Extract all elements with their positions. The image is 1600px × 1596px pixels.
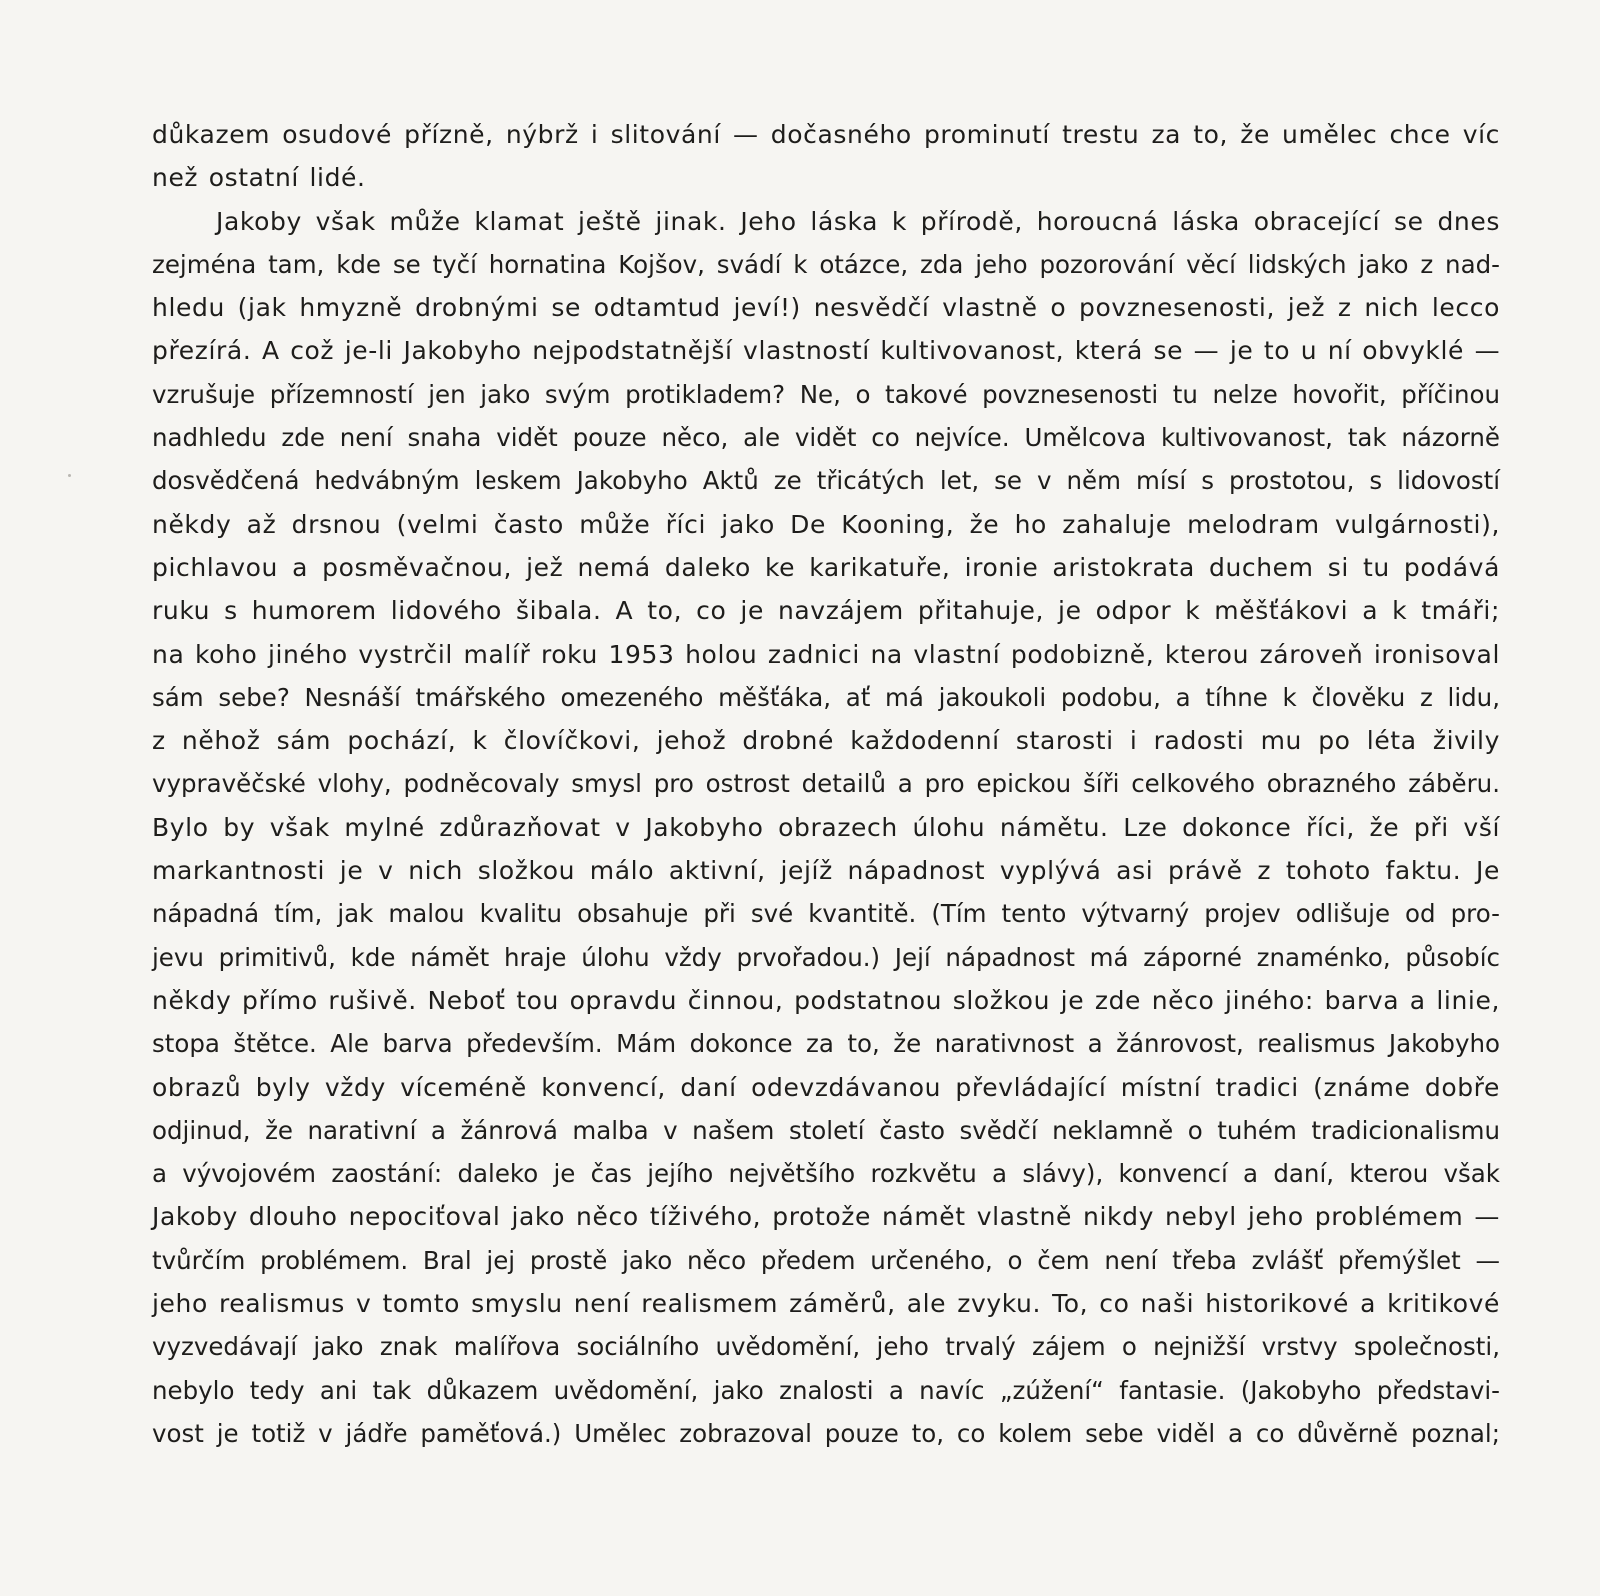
text-line: stopa štětce. Ale barva především. Mám dokonce za to, že narativnost a žánrovost, realismus Jakobyho bbox=[152, 1029, 1500, 1059]
text-line: tvůrčím problémem. Bral jej prostě jako něco předem určeného, o čem není třeba zvlášť přemýšlet — bbox=[152, 1245, 1500, 1275]
paragraph-2 bbox=[152, 200, 1500, 1542]
text-line: nápadná tím, jak malou kvalitu obsahuje při své kvantitě. (Tím tento výtvarný projev odlišuje od pro- bbox=[152, 899, 1500, 929]
text-line: přezírá. A což je-li Jakobyho nejpodstatnější vlastností kultivovanost, která se — je to u ní obvyklé — bbox=[152, 336, 1501, 366]
text-line: než ostatní lidé. bbox=[152, 163, 366, 193]
text-line: na koho jiného vystrčil malíř roku 1953 holou zadnici na vlastní podobizně, kterou zároveň ironisoval bbox=[152, 639, 1500, 669]
text-line: nadhledu zde není snaha vidět pouze něco, ale vidět co nejvíce. Umělcova kultivovanost, tak názorně bbox=[152, 423, 1500, 453]
text-line: markantnosti je v nich složkou málo aktivní, jejíž nápadnost vyplývá asi právě z tohoto faktu. Je bbox=[152, 856, 1500, 886]
text-line: hledu (jak hmyzně drobnými se odtamtud jeví!) nesvědčí vlastně o povznesenosti, jež z nich lecco bbox=[152, 293, 1500, 323]
text-line: Jakoby dlouho nepociťoval jako něco tíživého, protože námět vlastně nikdy nebyl jeho problémem — bbox=[152, 1202, 1500, 1232]
text-line: vost je totiž v jádře paměťová.) Umělec zobrazoval pouze to, co kolem sebe viděl a co důvěrně poznal; bbox=[152, 1418, 1500, 1448]
text-line: vzrušuje přízemností jen jako svým protikladem? Ne, o takové povznesenosti tu nelze hovořit, příčinou bbox=[152, 379, 1500, 409]
text-line: vypravěčské vlohy, podněcovaly smysl pro ostrost detailů a pro epickou šíři celkového obrazného záběru. bbox=[152, 769, 1500, 799]
body-text bbox=[152, 113, 1500, 1542]
text-line: vyzvedávají jako znak malířova sociálního uvědomění, jeho trvalý zájem o nejnižší vrstvy společnosti, bbox=[152, 1332, 1500, 1362]
text-line: pichlavou a posměvačnou, jež nemá daleko ke karikatuře, ironie aristokrata duchem si tu podává bbox=[152, 552, 1500, 582]
text-line: obrazů byly vždy víceméně konvencí, daní odevzdávanou převládající místní tradici (známe dobře bbox=[152, 1072, 1500, 1102]
text-line: Jakoby však může klamat ještě jinak. Jeho láska k přírodě, horoucná láska obracející se dnes bbox=[216, 206, 1500, 236]
text-line: jevu primitivů, kde námět hraje úlohu vždy prvořadou.) Její nápadnost má záporné znaménko, působíc bbox=[152, 942, 1500, 972]
text-line bbox=[152, 1455, 1500, 1498]
text-line: nebylo tedy ani tak důkazem uvědomění, jako znalosti a navíc „zúžení“ fantasie. (Jakobyho představi- bbox=[152, 1375, 1500, 1405]
text-line: dosvědčená hedvábným leskem Jakobyho Aktů ze třicátých let, se v něm mísí s prostotou, s lidovostí bbox=[152, 466, 1500, 496]
text-line: sám sebe? Nesnáší tmářského omezeného měšťáka, ať má jakoukoli podobu, a tíhne k člověku z lidu, bbox=[152, 682, 1500, 712]
text-line: někdy až drsnou (velmi často může říci jako De Kooning, že ho zahaluje melodram vulgárnosti), bbox=[152, 509, 1500, 539]
text-line bbox=[152, 1499, 1500, 1542]
paper-speck bbox=[68, 474, 71, 477]
text-line: zejména tam, kde se tyčí hornatina Kojšov, svádí k otázce, zda jeho pozorování věcí lidských jako z nad- bbox=[152, 249, 1500, 279]
text-line: z něhož sám pochází, k človíčkovi, jehož drobné každodenní starosti i radosti mu po léta živily bbox=[152, 726, 1500, 756]
text-line: důkazem osudové přízně, nýbrž i slitování — dočasného prominutí trestu za to, že umělec chce víc bbox=[152, 120, 1500, 149]
text-line: odjinud, že narativní a žánrová malba v našem století často svědčí neklamně o tuhém tradicionalismu bbox=[152, 1115, 1500, 1145]
text-line: Bylo by však mylné zdůrazňovat v Jakobyho obrazech úlohu námětu. Lze dokonce říci, že při vší bbox=[152, 812, 1500, 842]
text-line: a vývojovém zaostání: daleko je čas jejího největšího rozkvětu a slávy), konvencí a daní, kterou však bbox=[152, 1159, 1500, 1189]
paragraph-1 bbox=[152, 113, 1500, 200]
text-line: někdy přímo rušivě. Neboť tou opravdu činnou, podstatnou složkou je zde něco jiného: barva a linie, bbox=[152, 985, 1500, 1015]
text-line: ruku s humorem lidového šibala. A to, co je navzájem přitahuje, je odpor k měšťákovi a k tmáři; bbox=[152, 596, 1500, 626]
text-line: jeho realismus v tomto smyslu není realismem záměrů, ale zvyku. To, co naši historikové a kritikové bbox=[152, 1289, 1500, 1319]
